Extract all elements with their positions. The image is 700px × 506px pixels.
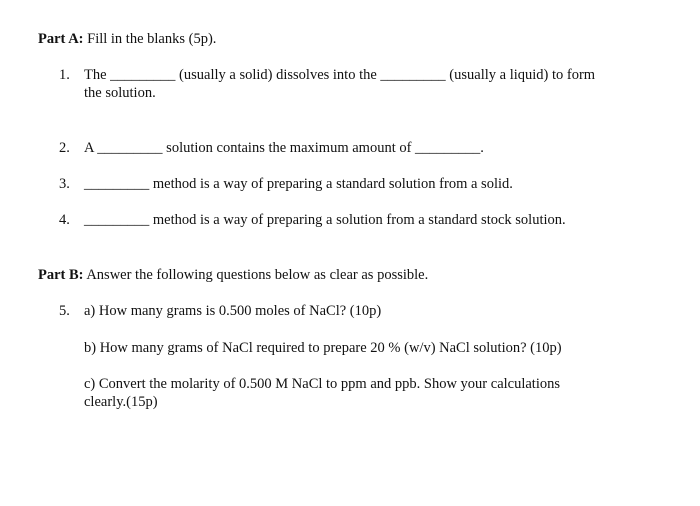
item-3-number: 3. <box>59 176 70 192</box>
question-5a: a) How many grams is 0.500 moles of NaCl? (10p) <box>84 303 382 319</box>
item-1-number: 1. <box>59 67 70 83</box>
item-1-text-line1: The _________ (usually a solid) dissolves into the _________ (usually a liquid) to form <box>84 67 596 83</box>
item-2-number: 2. <box>59 140 70 156</box>
part-b-title: Answer the following questions below as clear as possible. <box>86 267 429 283</box>
question-5-number: 5. <box>59 303 70 319</box>
question-5b: b) How many grams of NaCl required to prepare 20 % (w/v) NaCl solution? (10p) <box>84 340 562 356</box>
item-3-text: _________ method is a way of preparing a standard solution from a solid. <box>84 176 513 192</box>
item-1-text-line2: the solution. <box>84 85 156 101</box>
item-2-text: A _________ solution contains the maximum amount of _________. <box>84 140 484 156</box>
part-a-label: Part A: <box>38 31 84 47</box>
part-b-heading <box>38 266 428 284</box>
question-5c-line1: c) Convert the molarity of 0.500 M NaCl to ppm and ppb. Show your calculations <box>84 376 561 392</box>
item-4-text: _________ method is a way of preparing a solution from a standard stock solution. <box>84 212 566 228</box>
part-a-title: Fill in the blanks (5p). <box>87 31 217 47</box>
item-4-number: 4. <box>59 212 70 228</box>
question-5c-line2: clearly.(15p) <box>84 394 158 410</box>
part-a-heading <box>38 30 216 48</box>
part-b-label: Part B: <box>38 267 84 283</box>
